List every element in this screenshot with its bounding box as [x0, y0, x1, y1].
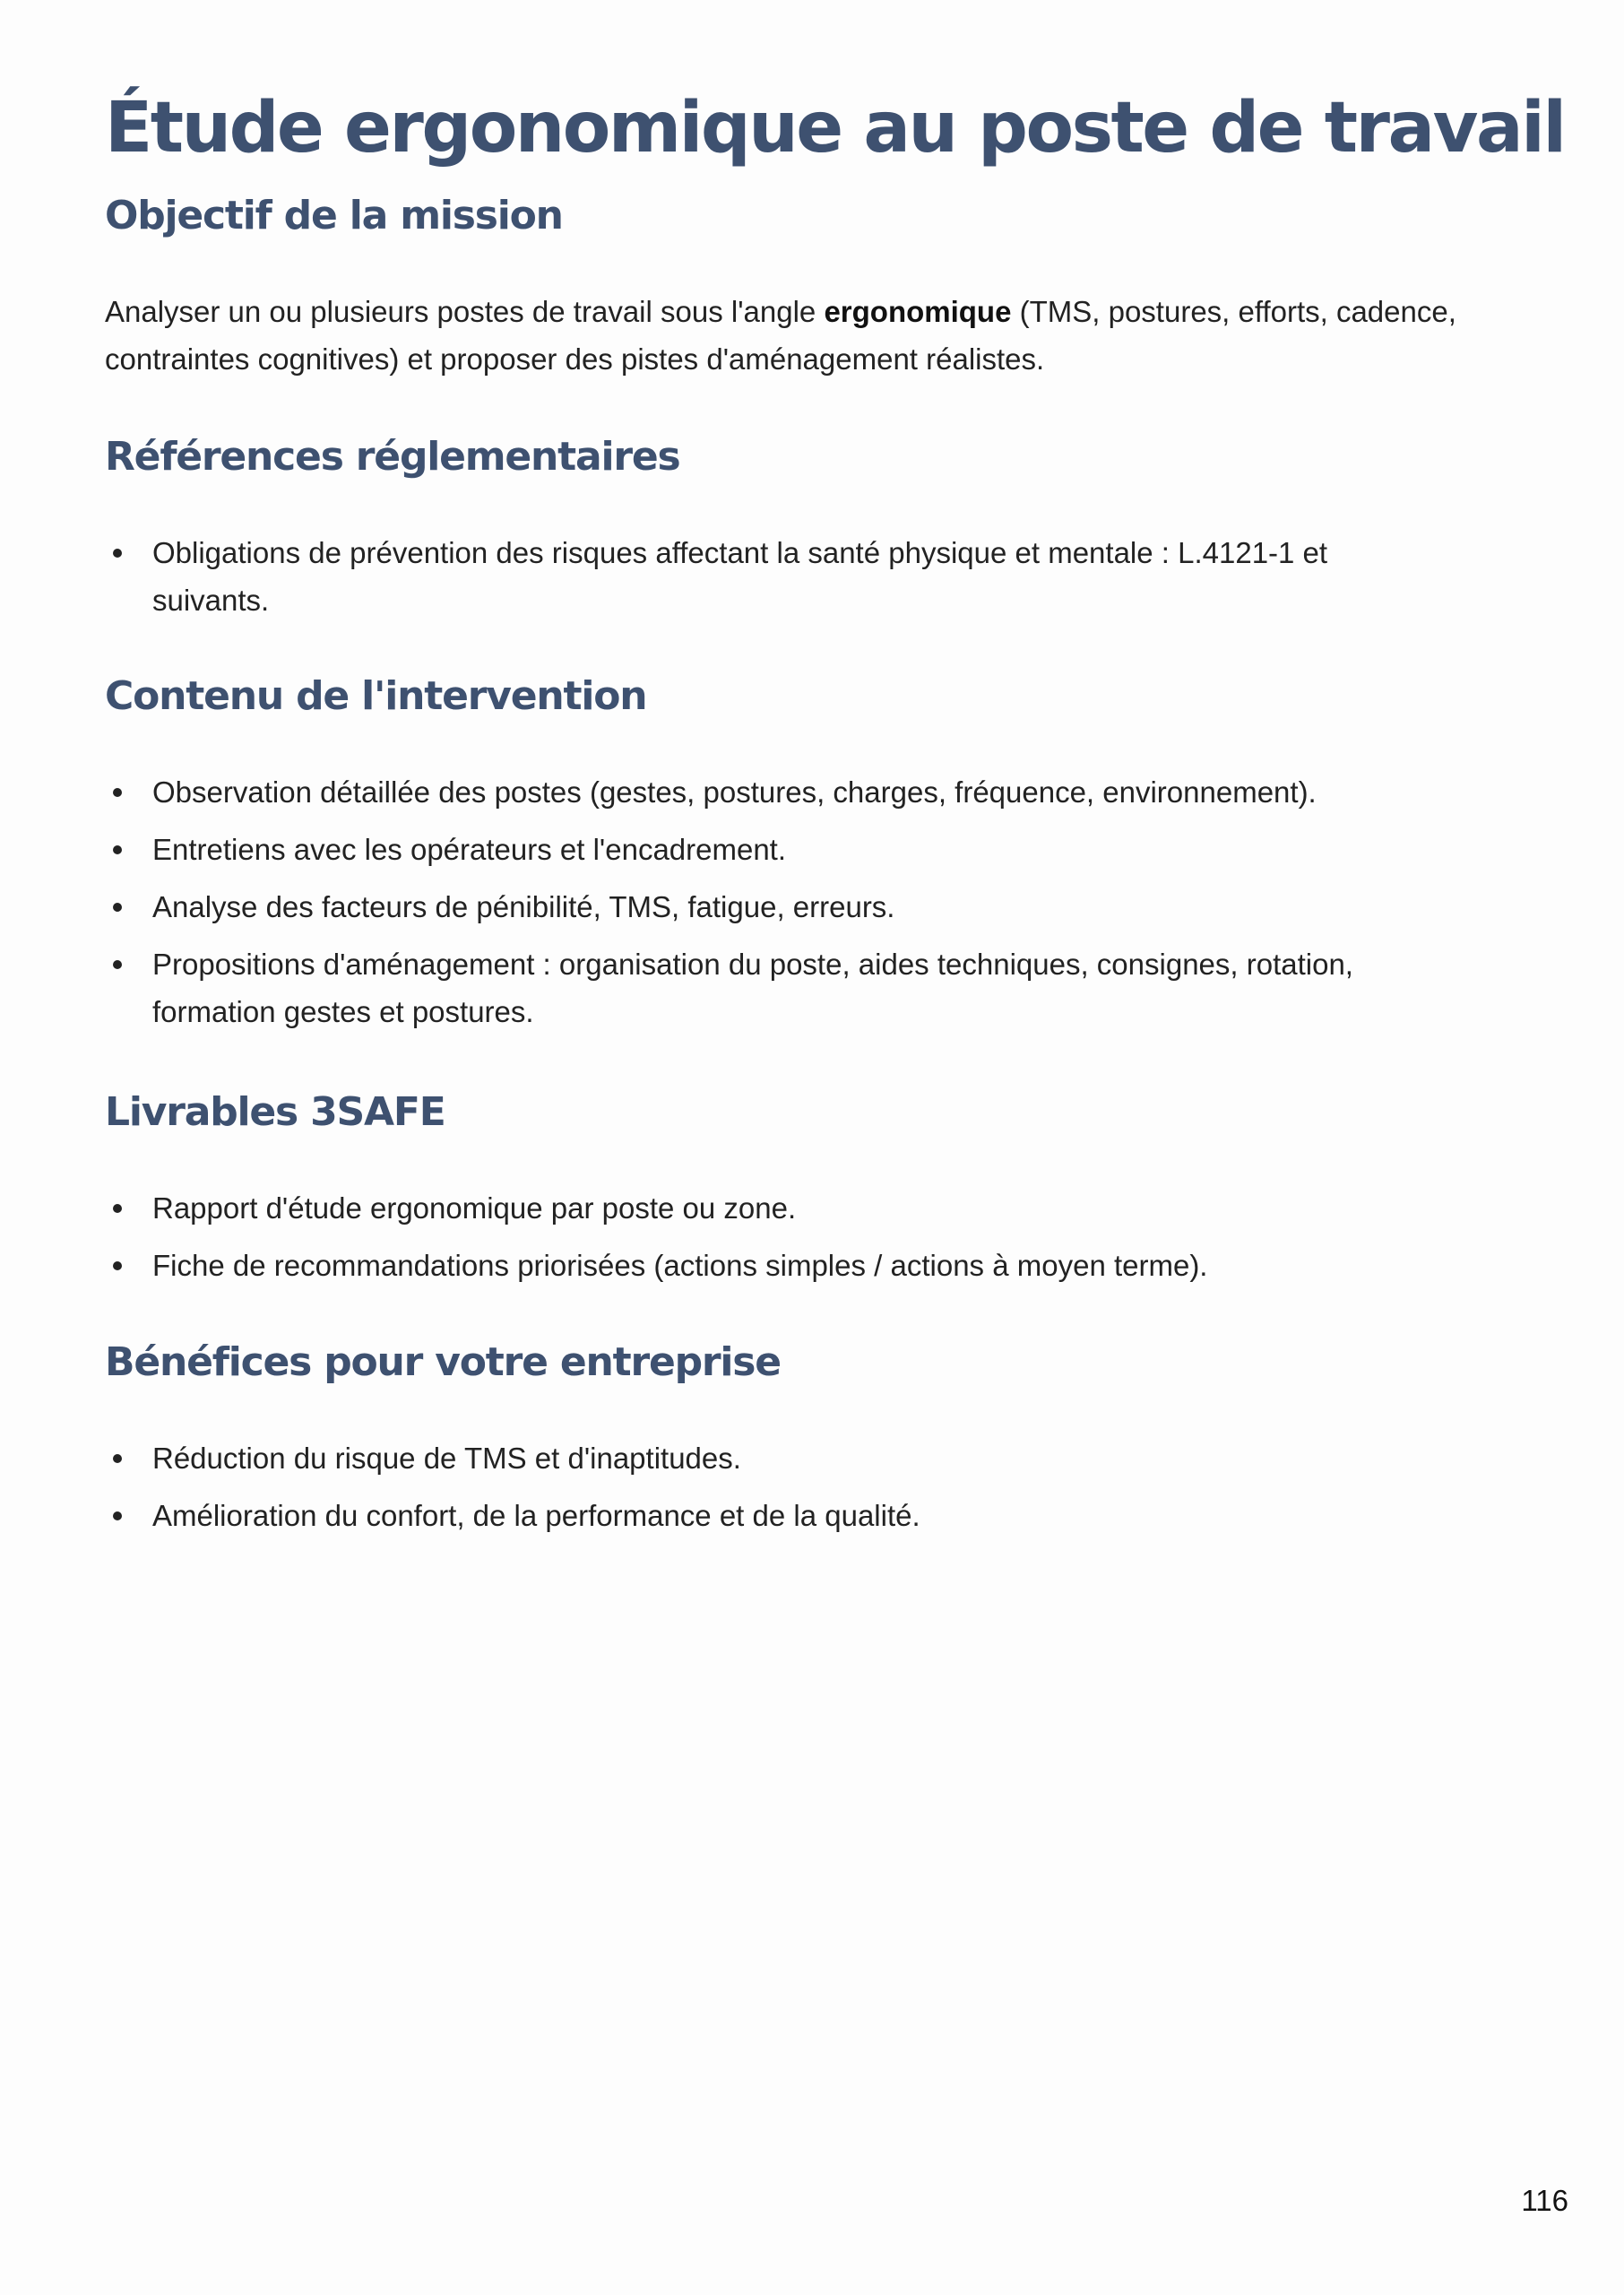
objectif-text-bold: ergonomique: [824, 295, 1012, 328]
list-item: Réduction du risque de TMS et d'inaptitudes.: [105, 1434, 1503, 1482]
list-item: Fiche de recommandations priorisées (actions simples / actions à moyen terme).: [105, 1242, 1503, 1289]
list-item: Entretiens avec les opérateurs et l'encadrement.: [105, 826, 1467, 873]
list-item: Rapport d'étude ergonomique par poste ou zone.: [105, 1184, 1503, 1232]
references-list: [105, 529, 1422, 634]
page-title: Étude ergonomique au poste de travail: [105, 88, 1565, 169]
contenu-list: [105, 768, 1467, 1045]
list-item: Propositions d'aménagement : organisation du poste, aides techniques, consignes, rotation, formation gestes et postures.: [105, 940, 1467, 1035]
objectif-text-after: (TMS, postures, efforts, cadence, contraintes cognitives) et proposer des pistes d'aménagement réalistes.: [105, 295, 1456, 376]
list-item: Analyse des facteurs de pénibilité, TMS, fatigue, erreurs.: [105, 883, 1467, 931]
livrables-list: [105, 1184, 1503, 1299]
section-heading-references: Références réglementaires: [105, 434, 680, 480]
page-number: 116: [1521, 2184, 1568, 2217]
section-heading-benefices: Bénéfices pour votre entreprise: [105, 1339, 781, 1385]
list-item: Amélioration du confort, de la performance et de la qualité.: [105, 1492, 1503, 1539]
section-heading-livrables: Livrables 3SAFE: [105, 1089, 445, 1135]
objectif-paragraph: [105, 288, 1467, 383]
section-heading-objectif: Objectif de la mission: [105, 193, 563, 238]
section-heading-contenu: Contenu de l'intervention: [105, 673, 647, 719]
list-item: Observation détaillée des postes (gestes, postures, charges, fréquence, environnement).: [105, 768, 1467, 816]
objectif-text-before: Analyser un ou plusieurs postes de travail sous l'angle: [105, 295, 825, 328]
benefices-list: [105, 1434, 1503, 1549]
list-item: Obligations de prévention des risques affectant la santé physique et mentale : L.4121-1 et suivants.: [105, 529, 1422, 624]
